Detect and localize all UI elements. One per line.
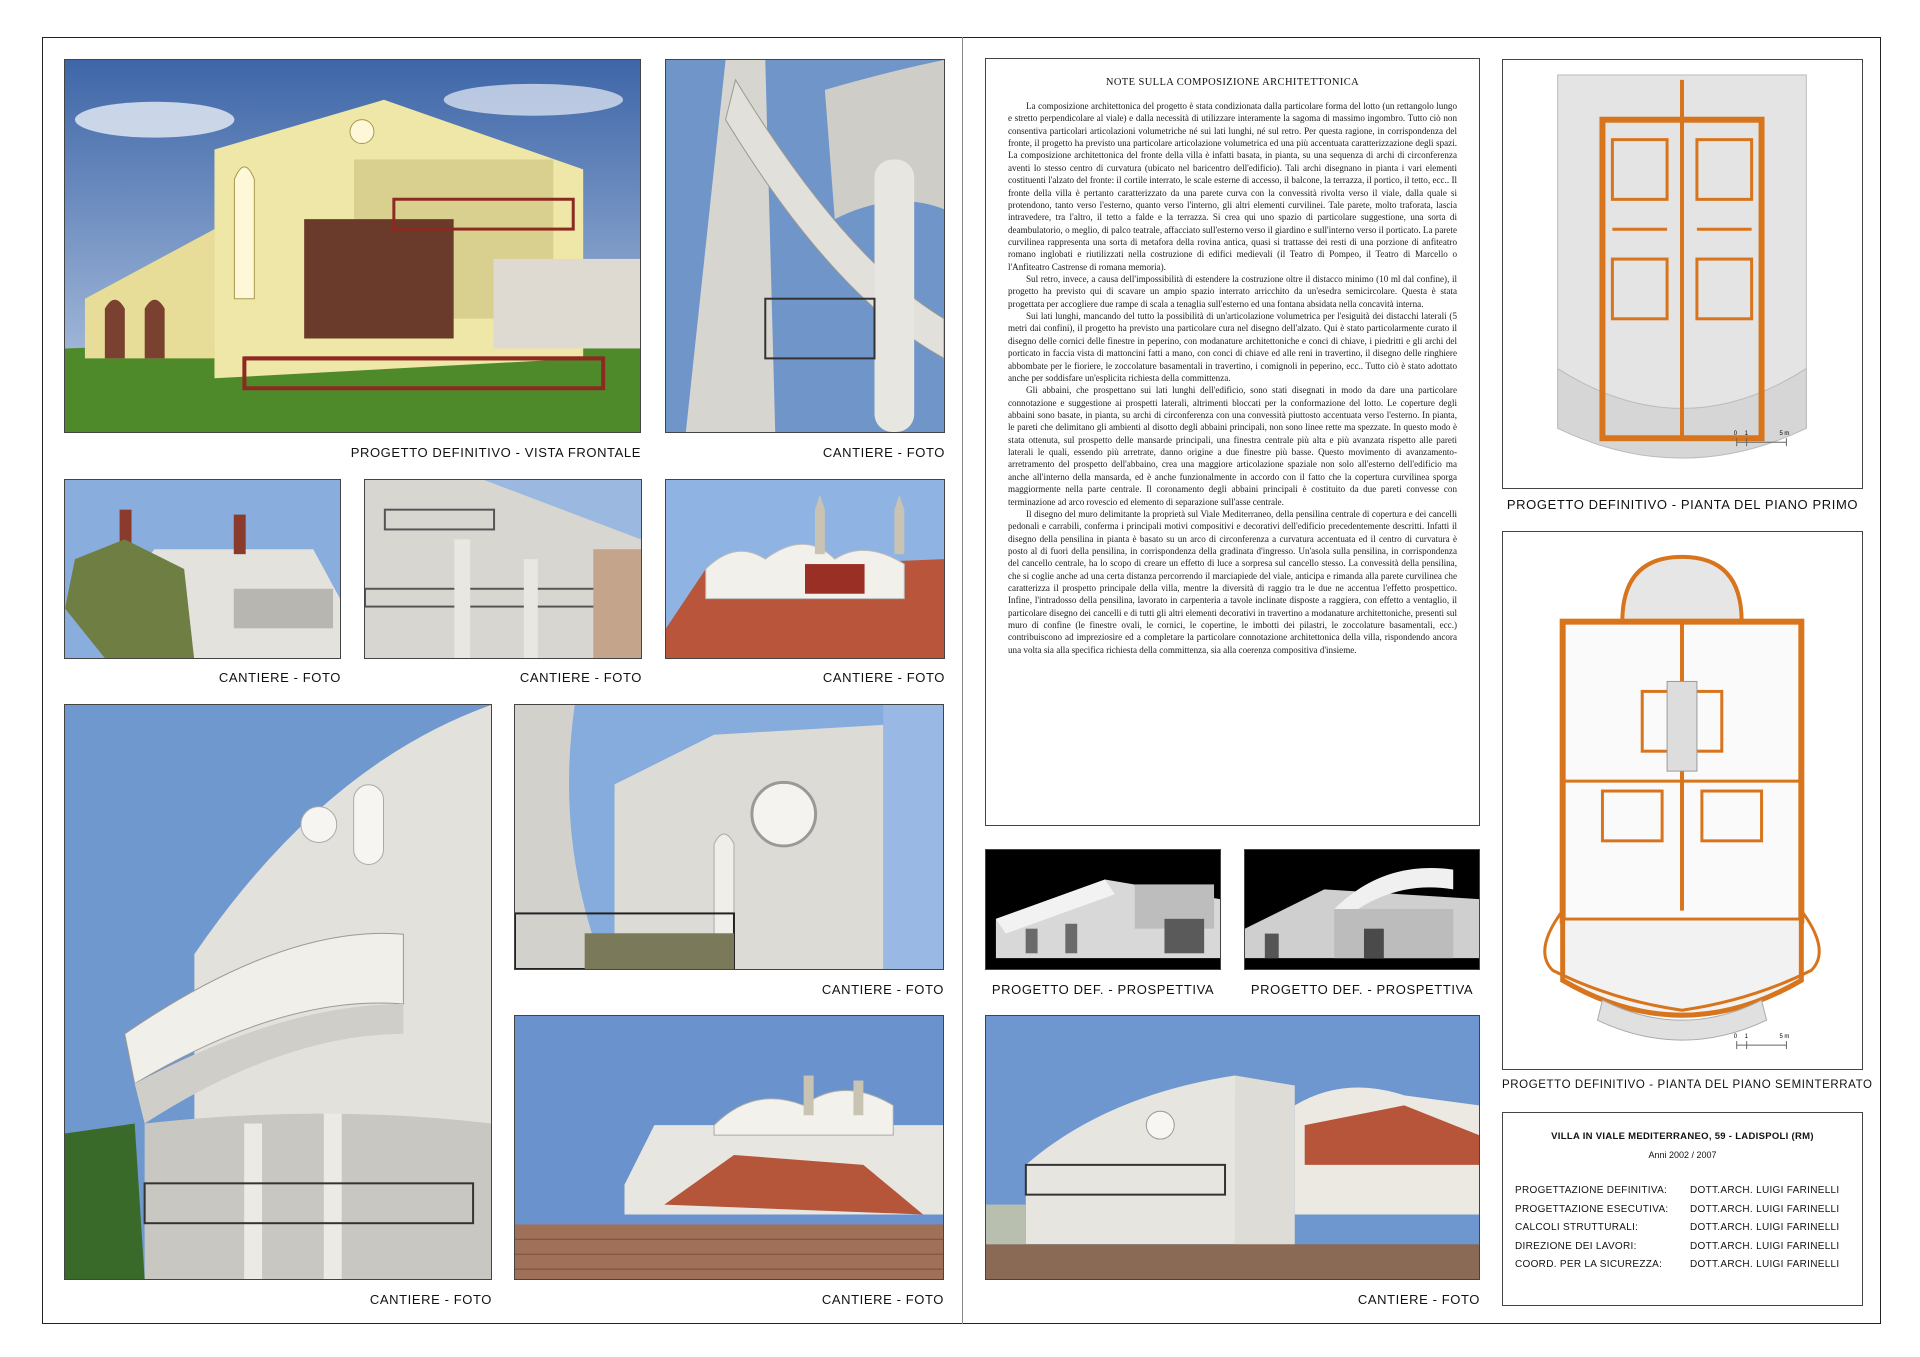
render-perspective-2 xyxy=(1244,849,1480,970)
caption-render-persp-2: PROGETTO DEF. - PROSPETTIVA xyxy=(1250,982,1474,997)
photo-site-dormer-roof xyxy=(665,479,945,659)
render-perspective-1 xyxy=(985,849,1221,970)
notes-paragraph: Sui lati lunghi, mancando del tutto la possibilità di un'articolazione volumetrica per l'esiguità dei distacchi laterali (5 metri dai confini), il progetto ha previsto una particolare cura nel disegno dell'alzato. Qui è stato particolarmente curato il disegno delle cornici delle finestre in peperino, con modanature architettoniche e conci di chiave, i piedritti e gli archi del porticato in faccia vista di mattoncini fatti a mano, con conci di chiave ed alle reni in travertino, il disegno delle ringhiere abbombate per le fioriere, le zoccolature basamentali in travertino, i comignoli in peperino, ecc.. Tutto ciò è stato adottato anche per soddisfare un'esplicita richiesta della committenza. xyxy=(1008,311,1457,383)
notes-paragraph: Sul retro, invece, a causa dell'impossibilità di estendere la costruzione oltre il distacco minimo (10 ml dal confine), il progetto ha previsto qui di scavare un ampio spazio interrato arricchito da un'esedra semicircolare. Questa è stata progettata per accogliere due rampe di scala a tenaglia sull'esterno ed una fontana absidata nella concavità interna. xyxy=(1008,274,1457,309)
notes-panel xyxy=(985,58,1480,826)
notes-paragraph: Il disegno del muro delimitante la proprietà sul Viale Mediterraneo, della pensilina centrale di copertura e dei cancelli pedonali e carrabili, conferma i principali motivi compositivi e decorativi dell'edificio precedentemente descritti. Infatti il disegno della pensilina in pianta è basato su un arco di circonferenza a curvatura accentuata ed il centro di curvatura è posto al di fuori della pensilina, in corrispondenza della gradinata d'ingresso. Un'asola sulla pensilina, in corrispondenza del cancello centrale, ha lo scopo di creare un effetto di luce a sorpresa sul cancello stesso. La convessità della pensilina, che si coglie anche ad una certa distanza percorrendo il marciapiede del viale, anticipa e rimanda alla parete curvilinea che caratterizza il prospetto principale della villa, mentre la diversità di raggio tra le due ne accentua l'effetto prospettico. Infine, l'intradosso della pensilina, lavorato in carpenteria a tavole inclinate disposte a raggiera, con effetto a ventaglio, il particolare disegno dei cancelli e di tutti gli altri elementi decorativi in travertino a modanature architettoniche, presenti sul muro di confine (le finestre ovali, le cornici, le copertine, le imbotti dei pilastri, le zoccolature basamentali, ecc.) contribuiscono ad impreziosire ed a completare la particolare connotazione architettonica della villa, rispondendo ancora una volta sia alla specifica richiesta della committenza, sia alla coerenza compositiva d'insieme. xyxy=(1008,508,1457,655)
credit-row xyxy=(1515,1219,1850,1238)
caption-photo-mid-2: CANTIERE - FOTO xyxy=(519,670,642,685)
render-front-view xyxy=(64,59,641,433)
photo-site-tower-tree xyxy=(64,479,341,659)
credit-row xyxy=(1515,1201,1850,1220)
credit-label: PROGETTAZIONE ESECUTIVA: xyxy=(1515,1203,1669,1215)
photo-site-staircase xyxy=(665,59,945,433)
scale-five-label: 5 m xyxy=(1779,1034,1790,1041)
caption-photo-staircase: CANTIERE - FOTO xyxy=(822,445,945,460)
project-years: Anni 2002 / 2007 xyxy=(1648,1150,1717,1160)
scale-five-label: 5 m xyxy=(1779,431,1790,438)
scale-one-label: 1 xyxy=(1744,431,1748,438)
credit-label: COORD. PER LA SICUREZZA: xyxy=(1515,1259,1663,1270)
page-fold-line xyxy=(962,37,963,1324)
credit-value: DOTT.ARCH. LUIGI FARINELLI xyxy=(1690,1222,1840,1233)
scale-zero-label: 0 xyxy=(1733,1034,1738,1041)
credit-row xyxy=(1515,1238,1850,1257)
caption-photo-big-left: CANTIERE - FOTO xyxy=(369,1292,492,1307)
notes-title: NOTE SULLA COMPOSIZIONE ARCHITETTONICA xyxy=(1105,77,1360,88)
scale-zero-label: 0 xyxy=(1733,431,1738,438)
caption-photo-bottom-center: CANTIERE - FOTO xyxy=(1357,1292,1480,1307)
caption-render-front: PROGETTO DEFINITIVO - VISTA FRONTALE xyxy=(350,445,641,460)
notes-paragraph: La composizione architettonica del progetto è stata condizionata dalla particolare forma del lotto (un rettangolo lungo e stretto perpendicolare al viale) e dalla necessità di utilizzare interamente la sagoma di massimo ingombro. Tutto ciò non consentiva particolari articolazioni volumetriche né sui lati lunghi, né sul retro. Per questa ragione, in corrispondenza del fronte, il progetto ha previsto una particolare articolazione volumetrica ed una più accentuata caratterizzazione degli spazi. La composizione architettonica del fronte della villa è infatti basata, in pianta, su una sequenza di archi di circonferenza aventi lo stesso centro di curvatura (ubicato nel baricentro dell'edificio). Tali archi disegnano in pianta i vari elementi costituenti l'alzato del fronte: il cortile interrato, le scale esterne di accesso, il balcone, la terrazza, il portico, il tetto, ecc.. Il fronte della villa è pertanto caratterizzato da una parete curva con la convessità rivolta verso il viale, dalla quale si protendono, tanto verso l'esterno, quanto verso l'interno, gli altri elementi curvilinei. Tale parete, molto traforata, lascia intravedere, tra l'altro, il tetto a falde e la terrazza. Si crea qui uno spazio di particolare suggestione, una sorta di deambulatorio, o meglio, di palco teatrale, affacciato sull'esterno verso il giardino e sull'interno verso il porticato. La parete curvilinea rappresenta una sorta di metafora della rovina antica, quasi si trattasse dei resti di una porzione di anfiteatro romano inglobati e riutilizzati nella costruzione di edifici medievali (il Teatro di Pompeo, il Teatro di Marcello o l'Anfiteatro Castrense di romana memoria). xyxy=(1008,101,1457,272)
credit-value: DOTT.ARCH. LUIGI FARINELLI xyxy=(1690,1185,1840,1196)
credit-value: DOTT.ARCH. LUIGI FARINELLI xyxy=(1690,1259,1840,1270)
plan-basement xyxy=(1502,531,1863,1070)
credit-label: DIREZIONE DEI LAVORI: xyxy=(1515,1240,1637,1252)
photo-site-oculus-wall xyxy=(514,704,944,970)
credit-row xyxy=(1515,1182,1850,1201)
credit-label: CALCOLI STRUTTURALI: xyxy=(1515,1222,1639,1233)
caption-photo-mid-3: CANTIERE - FOTO xyxy=(822,670,945,685)
photo-site-roof-view xyxy=(514,1015,944,1280)
title-block xyxy=(1502,1112,1863,1306)
photo-site-front-wall xyxy=(985,1015,1480,1280)
credit-row xyxy=(1515,1256,1850,1275)
caption-render-persp-1: PROGETTO DEF. - PROSPETTIVA xyxy=(991,982,1215,997)
notes-paragraph: Gli abbaini, che prospettano sui lati lunghi dell'edificio, sono stati disegnati in modo da dare una particolare connotazione e suggestione ai prospetti laterali, altrimenti bloccati per la conformazione del lotto. Le coperture degli abbaini sono basate, in pianta, su archi di circonferenza con una convessità piuttosto accentuata verso l'esterno. In pianta, le pareti che delimitano gli ambienti al disotto degli abbaini principali, non sono linee rette ma spezzate. In questo modo è stata ottenuta, sul prospetto delle mansarde principali, una finestra centrale più alta e più avanzata rispetto alle pareti laterali le quali, essendo più arretrate, danno origine a due finestre più basse. Questo movimento di avanzamento-arretramento del prospetto dell'abbaino, crea una maggiore articolazione spaziale non solo all'esterno dell'edificio ma anche all'interno della mansarda, ed è anche funzionalmente in accordo con il fatto che la copertura curvilinea sporga maggiormente nella parte centrale. Il coronamento degli abbaini principali è costituito da due pareti convesse con terminazione ad arco rovescio ed elemento di separazione sull'asse centrale. xyxy=(1008,385,1457,507)
credit-label: PROGETTAZIONE DEFINITIVA: xyxy=(1515,1185,1668,1196)
photo-site-curved-facade xyxy=(64,704,492,1280)
scale-one-label: 1 xyxy=(1744,1034,1748,1041)
caption-photo-mid-1: CANTIERE - FOTO xyxy=(218,670,341,685)
project-title: VILLA IN VIALE MEDITERRANEO, 59 - LADISPOLI (RM) xyxy=(1551,1131,1814,1142)
caption-plan-first: PROGETTO DEFINITIVO - PIANTA DEL PIANO PRIMO xyxy=(1506,497,1859,512)
caption-plan-basement: PROGETTO DEFINITIVO - PIANTA DEL PIANO SEMINTERRATO xyxy=(1502,1079,1873,1091)
credit-value: DOTT.ARCH. LUIGI FARINELLI xyxy=(1690,1203,1840,1215)
caption-photo-right-2: CANTIERE - FOTO xyxy=(821,1292,944,1307)
photo-site-side-balconies xyxy=(364,479,642,659)
credit-value: DOTT.ARCH. LUIGI FARINELLI xyxy=(1690,1240,1840,1252)
caption-photo-right-1: CANTIERE - FOTO xyxy=(821,982,944,997)
plan-first-floor xyxy=(1502,59,1863,489)
